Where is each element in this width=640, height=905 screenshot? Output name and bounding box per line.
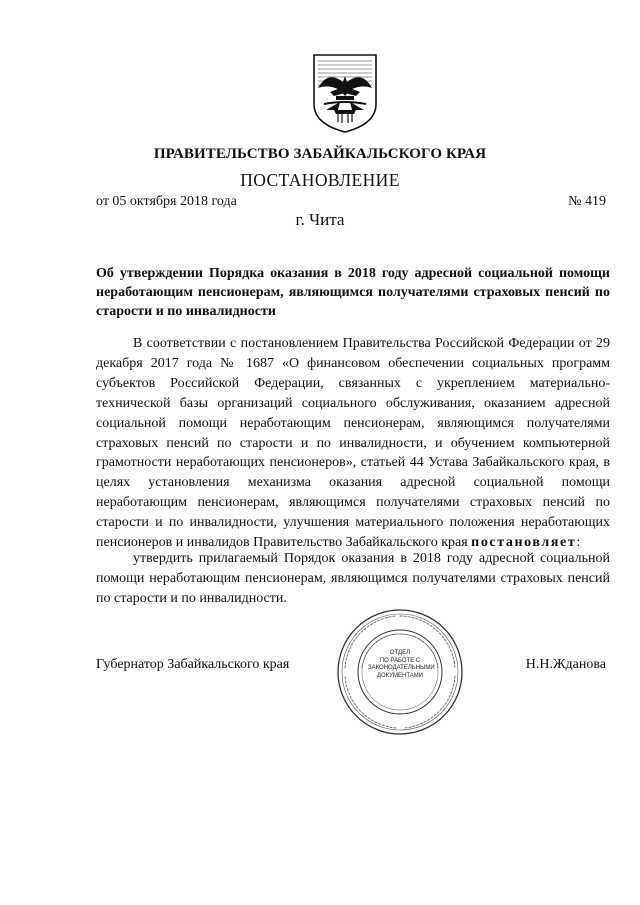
stamp-inner-text [368, 650, 435, 680]
document-number: № 419 [568, 194, 606, 209]
stamp-line: ДОКУМЕНТАМИ [376, 672, 424, 679]
decision-paragraph: утвердить прилагаемый Порядок оказания в 2018 году адресной социальной помощи неработающим пенсионерам, являющимся получателями страховых пенсий по старости и по инвалидности. [96, 551, 610, 606]
document-date: от 05 октября 2018 года [96, 194, 237, 209]
stamp-line: ОТДЕЛ [389, 650, 411, 656]
decree-keyword: постановляет [471, 535, 577, 551]
government-name: ПРАВИТЕЛЬСТВО ЗАБАЙКАЛЬСКОГО КРАЯ [153, 146, 487, 162]
stamp-line: ЗАКОНОДАТЕЛЬНЫМИ [368, 665, 435, 671]
document-title: Об утверждении Порядка оказания в 2018 году адресной социальной помощи неработающим пенсионерам, являющимся получателями страховых пенсий по старости и по инвалидности [96, 266, 610, 319]
decree-colon: : [576, 535, 581, 551]
stamp-line: ПО РАБОТЕ С [379, 657, 421, 664]
document-city: г. Чита [295, 210, 345, 229]
preamble-text: В соответствии с постановлением Правительства Российской Федерации от 29 декабря 2017 года № 1687 «О финансовом обеспечении социальных программ субъектов Российской Федерации, связанных с укреплением материально-технической базы организаций социального обслуживания, оказанием адресной социальной помощи неработающим пенсионерам, являющимся получателями страховых пенсий по старости и по инвалидности, и обучением компьютерной грамотности неработающих пенсионеров», статьей 44 Устава Забайкальского края, в целях установления механизма оказания адресной социальной помощи неработающим пенсионерам, являющимся получателями страховых пенсий по старости и по инвалидности, улучшения материального положения неработающих пенсионеров и инвалидов Правительство Забайкальского края [96, 336, 610, 551]
signatory-position: Губернатор Забайкальского края [96, 657, 290, 672]
zabaykalsky-krai-coat-of-arms-icon [310, 52, 380, 134]
preamble-paragraph [96, 334, 610, 553]
document-type: ПОСТАНОВЛЕНИЕ [240, 170, 400, 190]
signatory-name: Н.Н.Жданова [525, 657, 606, 672]
